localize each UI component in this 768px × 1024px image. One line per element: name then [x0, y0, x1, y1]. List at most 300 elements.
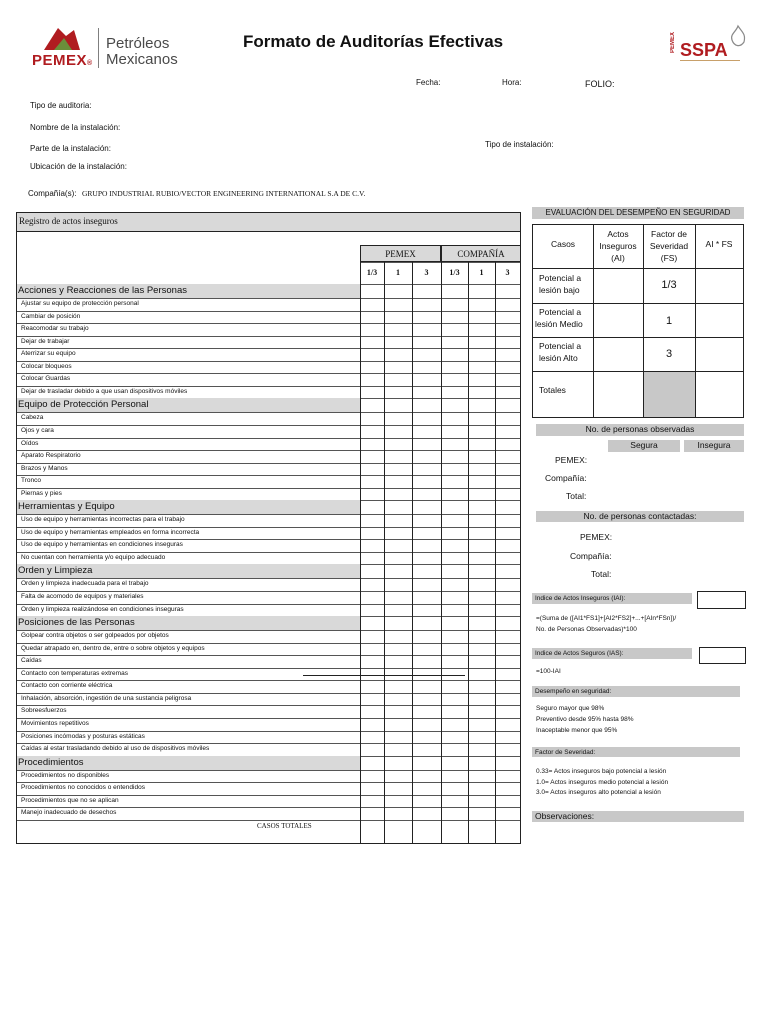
- count-cell[interactable]: [384, 731, 412, 744]
- count-cell[interactable]: [468, 578, 495, 591]
- count-cell[interactable]: [441, 680, 468, 693]
- count-cell[interactable]: [360, 743, 384, 756]
- count-cell[interactable]: [360, 450, 384, 463]
- observed-title: No. de personas observadas: [536, 424, 744, 436]
- iai-formula-line1: =(Suma de ([AI1*FS1]+[AI2*FS2]+...+[AIn*FSn])/: [536, 615, 677, 622]
- count-cell[interactable]: [441, 807, 468, 820]
- table-row-label: Quedar atrapado en, dentro de, entre o sobre objetos y equipos: [21, 644, 205, 652]
- contacted-pemex: PEMEX:: [580, 532, 613, 542]
- factor-item: 0.33= Actos inseguros bajo potencial a lesión: [536, 768, 667, 775]
- count-cell[interactable]: [360, 425, 384, 438]
- table-row-label: Reacomodar su trabajo: [21, 325, 89, 333]
- row-divider: [17, 820, 520, 821]
- col-fs-1: Factor de: [651, 229, 687, 239]
- count-cell[interactable]: [495, 807, 520, 820]
- count-cell[interactable]: [495, 668, 520, 681]
- count-cell[interactable]: [384, 311, 412, 324]
- count-cell[interactable]: [412, 298, 441, 311]
- table-row-label: Procedimientos que no se aplican: [21, 796, 119, 804]
- contacted-total: Total:: [591, 569, 612, 579]
- count-cell[interactable]: [412, 643, 441, 656]
- count-cell[interactable]: [384, 298, 412, 311]
- count-cell[interactable]: [412, 361, 441, 374]
- count-cell[interactable]: [360, 361, 384, 374]
- table-row-label: No cuentan con herramienta y/o equipo adecuado: [21, 553, 166, 561]
- severity-col-header: 1/3: [449, 268, 460, 277]
- page-title: Formato de Auditorías Efectivas: [243, 32, 504, 51]
- count-cell[interactable]: [412, 463, 441, 476]
- count-cell[interactable]: [384, 680, 412, 693]
- count-cell[interactable]: [495, 412, 520, 425]
- count-cell[interactable]: [360, 807, 384, 820]
- count-cell[interactable]: [441, 552, 468, 565]
- count-cell[interactable]: [441, 425, 468, 438]
- evaluation-table: [532, 224, 744, 418]
- section-header: Procedimientos: [17, 756, 360, 770]
- casos-totales-label: CASOS TOTALES: [257, 821, 312, 830]
- count-cell[interactable]: [441, 438, 468, 451]
- count-cell[interactable]: [441, 795, 468, 808]
- count-cell[interactable]: [412, 514, 441, 527]
- count-cell[interactable]: [495, 336, 520, 349]
- table-row-label: Ojos y cara: [21, 426, 54, 434]
- totales-fs-shaded: [644, 372, 695, 417]
- ias-label: Indice de Actos Seguros (IAS):: [532, 648, 692, 659]
- table-row-label: Aparato Respiratorio: [21, 452, 81, 460]
- count-cell[interactable]: [468, 412, 495, 425]
- count-cell[interactable]: [384, 604, 412, 617]
- count-cell[interactable]: [468, 668, 495, 681]
- count-cell[interactable]: [412, 604, 441, 617]
- count-cell[interactable]: [441, 604, 468, 617]
- table-row-label: Cambiar de posición: [21, 312, 81, 320]
- count-cell[interactable]: [412, 386, 441, 399]
- count-cell[interactable]: [495, 348, 520, 361]
- count-cell[interactable]: [468, 527, 495, 540]
- count-cell[interactable]: [468, 348, 495, 361]
- count-cell[interactable]: [495, 731, 520, 744]
- count-cell[interactable]: [384, 323, 412, 336]
- count-cell[interactable]: [360, 705, 384, 718]
- count-cell[interactable]: [468, 807, 495, 820]
- count-cell[interactable]: [384, 475, 412, 488]
- count-cell[interactable]: [441, 591, 468, 604]
- row-bajo-l2: lesión bajo: [539, 285, 580, 295]
- count-cell[interactable]: [384, 412, 412, 425]
- section-header: Orden y Limpieza: [17, 564, 360, 578]
- count-cell[interactable]: [412, 591, 441, 604]
- table-row-label: Caídas: [21, 657, 42, 665]
- count-cell[interactable]: [441, 463, 468, 476]
- count-cell[interactable]: [441, 514, 468, 527]
- ias-value-field[interactable]: [699, 647, 746, 664]
- count-cell[interactable]: [495, 782, 520, 795]
- count-cell[interactable]: [360, 463, 384, 476]
- count-cell[interactable]: [468, 680, 495, 693]
- count-cell[interactable]: [360, 604, 384, 617]
- count-cell[interactable]: [495, 693, 520, 706]
- count-cell[interactable]: [412, 438, 441, 451]
- count-cell[interactable]: [495, 655, 520, 668]
- table-row-label: Uso de equipo y herramientas empleados en forma incorrecta: [21, 528, 200, 536]
- count-cell[interactable]: [468, 630, 495, 643]
- table-row-label: Procedimientos no disponibles: [21, 771, 110, 779]
- count-cell[interactable]: [495, 643, 520, 656]
- count-cell[interactable]: [360, 514, 384, 527]
- row-medio-l1: Potencial a: [539, 307, 582, 317]
- table-title: Registro de actos inseguros: [17, 213, 520, 232]
- count-cell[interactable]: [495, 680, 520, 693]
- count-cell[interactable]: [412, 795, 441, 808]
- compania-column-header: COMPAÑÍA: [441, 245, 521, 262]
- count-cell[interactable]: [360, 731, 384, 744]
- count-cell[interactable]: [384, 655, 412, 668]
- fecha-label: Fecha:: [416, 78, 441, 87]
- count-cell[interactable]: [360, 539, 384, 552]
- count-cell[interactable]: [468, 323, 495, 336]
- count-cell[interactable]: [384, 373, 412, 386]
- count-cell[interactable]: [412, 807, 441, 820]
- col-fs-3: (FS): [660, 253, 678, 263]
- table-row-label: Contacto con temperaturas extremas: [21, 669, 128, 677]
- count-cell[interactable]: [384, 348, 412, 361]
- count-cell[interactable]: [468, 425, 495, 438]
- table-row-label: Movimientos repetitivos: [21, 719, 89, 727]
- count-cell[interactable]: [360, 630, 384, 643]
- count-cell[interactable]: [468, 693, 495, 706]
- count-cell[interactable]: [441, 450, 468, 463]
- fs-medio: 1: [665, 315, 673, 327]
- count-cell[interactable]: [412, 552, 441, 565]
- count-cell[interactable]: [468, 643, 495, 656]
- count-cell[interactable]: [495, 450, 520, 463]
- table-row-label: Ajustar su equipo de protección personal: [21, 300, 139, 307]
- count-cell[interactable]: [412, 743, 441, 756]
- row-alto-l1: Potencial a: [539, 341, 582, 351]
- evaluation-title: EVALUACIÓN DEL DESEMPEÑO EN SEGURIDAD: [532, 207, 744, 219]
- count-cell[interactable]: [495, 604, 520, 617]
- count-cell[interactable]: [468, 311, 495, 324]
- table-row-label: Tronco: [21, 477, 41, 485]
- count-cell[interactable]: [441, 539, 468, 552]
- col-ai-2: Inseguros: [599, 241, 637, 251]
- count-cell[interactable]: [441, 298, 468, 311]
- section-header: Equipo de Protección Personal: [17, 398, 360, 412]
- observaciones-label: Observaciones:: [532, 811, 744, 822]
- count-cell[interactable]: [384, 514, 412, 527]
- table-row-label: Falta de acomodo de equipos y materiales: [21, 593, 144, 600]
- table-row-label: Procedimientos no conocidos o entendidos: [21, 784, 145, 792]
- count-cell[interactable]: [441, 527, 468, 540]
- count-cell[interactable]: [384, 361, 412, 374]
- severity-col-header: 1/3: [366, 268, 378, 277]
- count-cell[interactable]: [495, 539, 520, 552]
- count-cell[interactable]: [384, 578, 412, 591]
- count-cell[interactable]: [495, 298, 520, 311]
- count-cell[interactable]: [384, 743, 412, 756]
- count-cell[interactable]: [360, 412, 384, 425]
- count-cell[interactable]: [412, 630, 441, 643]
- count-cell[interactable]: [468, 514, 495, 527]
- table-row-label: Oídos: [21, 439, 39, 447]
- count-cell[interactable]: [468, 705, 495, 718]
- count-cell[interactable]: [495, 463, 520, 476]
- col-ai-1: Actos: [607, 229, 629, 239]
- count-cell[interactable]: [468, 450, 495, 463]
- count-cell[interactable]: [468, 770, 495, 783]
- table-row-label: Piernas y pies: [21, 489, 62, 497]
- count-cell[interactable]: [412, 539, 441, 552]
- count-cell[interactable]: [495, 488, 520, 501]
- count-cell[interactable]: [441, 693, 468, 706]
- count-cell[interactable]: [495, 705, 520, 718]
- count-cell[interactable]: [412, 373, 441, 386]
- count-cell[interactable]: [384, 450, 412, 463]
- count-cell[interactable]: [360, 488, 384, 501]
- count-cell[interactable]: [384, 795, 412, 808]
- count-cell[interactable]: [412, 655, 441, 668]
- count-cell[interactable]: [360, 348, 384, 361]
- count-cell[interactable]: [468, 718, 495, 731]
- count-cell[interactable]: [441, 323, 468, 336]
- count-cell[interactable]: [360, 770, 384, 783]
- count-cell[interactable]: [412, 782, 441, 795]
- count-cell[interactable]: [412, 693, 441, 706]
- row-totales: Totales: [539, 385, 566, 395]
- count-cell[interactable]: [384, 693, 412, 706]
- count-cell[interactable]: [384, 630, 412, 643]
- count-cell[interactable]: [384, 807, 412, 820]
- count-cell[interactable]: [360, 336, 384, 349]
- count-cell[interactable]: [441, 578, 468, 591]
- count-cell[interactable]: [441, 412, 468, 425]
- count-cell[interactable]: [412, 425, 441, 438]
- count-cell[interactable]: [412, 311, 441, 324]
- count-cell[interactable]: [384, 552, 412, 565]
- table-row-label: Manejo inadecuado de desechos: [21, 809, 117, 817]
- count-cell[interactable]: [468, 591, 495, 604]
- count-cell[interactable]: [360, 527, 384, 540]
- count-cell[interactable]: [384, 488, 412, 501]
- col-casos: Casos: [550, 239, 576, 249]
- count-cell[interactable]: [412, 731, 441, 744]
- count-cell[interactable]: [412, 680, 441, 693]
- count-cell[interactable]: [360, 795, 384, 808]
- count-cell[interactable]: [384, 336, 412, 349]
- table-row-label: Dejar de trabajar: [21, 337, 70, 345]
- count-cell[interactable]: [441, 630, 468, 643]
- table-row-label: Brazos y Manos: [21, 464, 68, 472]
- count-cell[interactable]: [495, 591, 520, 604]
- count-cell[interactable]: [495, 630, 520, 643]
- count-cell[interactable]: [360, 386, 384, 399]
- count-cell[interactable]: [468, 604, 495, 617]
- count-cell[interactable]: [360, 680, 384, 693]
- count-cell[interactable]: [441, 488, 468, 501]
- iai-value-field[interactable]: [697, 591, 746, 609]
- count-cell[interactable]: [495, 795, 520, 808]
- col-ai-3: (AI): [611, 253, 625, 263]
- count-cell[interactable]: [495, 475, 520, 488]
- observed-compania: Compañía:: [545, 473, 587, 483]
- count-cell[interactable]: [412, 450, 441, 463]
- count-cell[interactable]: [384, 527, 412, 540]
- tipo-instalacion-label: Tipo de instalación:: [485, 140, 554, 149]
- count-cell[interactable]: [468, 475, 495, 488]
- count-cell[interactable]: [468, 361, 495, 374]
- count-cell[interactable]: [495, 578, 520, 591]
- count-cell[interactable]: [495, 527, 520, 540]
- count-cell[interactable]: [360, 475, 384, 488]
- count-cell[interactable]: [360, 655, 384, 668]
- count-cell[interactable]: [495, 743, 520, 756]
- count-cell[interactable]: [441, 782, 468, 795]
- count-cell[interactable]: [468, 743, 495, 756]
- count-cell[interactable]: [468, 386, 495, 399]
- count-cell[interactable]: [384, 782, 412, 795]
- count-cell[interactable]: [495, 386, 520, 399]
- count-cell[interactable]: [360, 693, 384, 706]
- pemex-logo: [28, 24, 188, 70]
- count-cell[interactable]: [441, 386, 468, 399]
- pemex-eagle-icon: [36, 24, 96, 54]
- count-cell[interactable]: [495, 718, 520, 731]
- count-cell[interactable]: [441, 705, 468, 718]
- count-cell[interactable]: [495, 514, 520, 527]
- table-row-label: Cabeza: [21, 414, 44, 422]
- count-cell[interactable]: [360, 438, 384, 451]
- iai-label: Indice de Actos Inseguros (IAI):: [532, 593, 692, 604]
- table-row-label: Dejar de trasladar debido a que usan dispositivos móviles: [21, 387, 188, 395]
- tipo-auditoria-label: Tipo de auditoria:: [30, 101, 92, 110]
- count-cell[interactable]: [384, 438, 412, 451]
- count-cell[interactable]: [412, 705, 441, 718]
- count-cell[interactable]: [384, 770, 412, 783]
- count-cell[interactable]: [495, 770, 520, 783]
- column-divider: [360, 245, 361, 843]
- count-cell[interactable]: [468, 336, 495, 349]
- count-cell[interactable]: [441, 373, 468, 386]
- count-cell[interactable]: [412, 336, 441, 349]
- count-cell[interactable]: [495, 438, 520, 451]
- count-cell[interactable]: [412, 718, 441, 731]
- sspa-text: SSPA: [680, 40, 728, 60]
- count-cell[interactable]: [495, 311, 520, 324]
- count-cell[interactable]: [384, 591, 412, 604]
- count-cell[interactable]: [468, 298, 495, 311]
- company-name-line1: Petróleos: [106, 35, 170, 52]
- count-cell[interactable]: [384, 643, 412, 656]
- count-cell[interactable]: [441, 770, 468, 783]
- severity-col-header: 3: [424, 268, 429, 277]
- col-aifs: AI * FS: [705, 239, 733, 249]
- sspa-underline: [680, 60, 740, 68]
- count-cell[interactable]: [468, 655, 495, 668]
- count-cell[interactable]: [412, 475, 441, 488]
- count-cell[interactable]: [360, 373, 384, 386]
- count-cell[interactable]: [412, 527, 441, 540]
- desempeno-label: Desempeño en seguridad:: [532, 686, 740, 697]
- count-cell[interactable]: [412, 488, 441, 501]
- count-cell[interactable]: [441, 643, 468, 656]
- count-cell[interactable]: [384, 705, 412, 718]
- count-cell[interactable]: [441, 311, 468, 324]
- count-cell[interactable]: [412, 578, 441, 591]
- row-medio-l2: lesión Medio: [535, 319, 583, 329]
- count-cell[interactable]: [495, 361, 520, 374]
- count-cell[interactable]: [468, 539, 495, 552]
- count-cell[interactable]: [412, 412, 441, 425]
- count-cell[interactable]: [441, 731, 468, 744]
- count-cell[interactable]: [495, 323, 520, 336]
- company-name-line2: Mexicanos: [106, 51, 178, 68]
- factor-label: Factor de Severidad:: [532, 747, 740, 757]
- count-cell[interactable]: [468, 782, 495, 795]
- table-row-label: Caídas al estar trasladando debido al uso de dispositivos móviles: [21, 745, 210, 753]
- count-cell[interactable]: [412, 348, 441, 361]
- count-cell[interactable]: [441, 348, 468, 361]
- count-cell[interactable]: [384, 386, 412, 399]
- count-cell[interactable]: [384, 718, 412, 731]
- count-cell[interactable]: [412, 770, 441, 783]
- count-cell[interactable]: [468, 438, 495, 451]
- unsafe-acts-table: [16, 212, 521, 844]
- count-cell[interactable]: [360, 578, 384, 591]
- count-cell[interactable]: [360, 323, 384, 336]
- count-cell[interactable]: [360, 643, 384, 656]
- count-cell[interactable]: [495, 373, 520, 386]
- column-divider: [441, 245, 442, 843]
- count-cell[interactable]: [468, 373, 495, 386]
- count-cell[interactable]: [360, 298, 384, 311]
- count-cell[interactable]: [360, 552, 384, 565]
- count-cell[interactable]: [384, 463, 412, 476]
- severity-col-header: 3: [505, 268, 510, 277]
- section-header: Acciones y Reacciones de las Personas: [17, 284, 360, 298]
- sspa-emblem-icon: [728, 24, 748, 50]
- observed-pemex: PEMEX:: [555, 455, 588, 465]
- folio-label: FOLIO:: [585, 79, 615, 89]
- count-cell[interactable]: [495, 552, 520, 565]
- count-cell[interactable]: [360, 718, 384, 731]
- count-cell[interactable]: [441, 718, 468, 731]
- count-cell[interactable]: [441, 655, 468, 668]
- count-cell[interactable]: [468, 463, 495, 476]
- insegura-header: Insegura: [684, 440, 744, 452]
- count-cell[interactable]: [384, 539, 412, 552]
- count-cell[interactable]: [360, 591, 384, 604]
- count-cell[interactable]: [384, 425, 412, 438]
- ias-formula: =100-IAI: [536, 668, 561, 675]
- count-cell[interactable]: [495, 425, 520, 438]
- count-cell[interactable]: [412, 323, 441, 336]
- count-cell[interactable]: [441, 336, 468, 349]
- count-cell[interactable]: [360, 782, 384, 795]
- factor-item: 1.0= Actos inseguros medio potencial a lesión: [536, 779, 669, 786]
- count-cell[interactable]: [468, 731, 495, 744]
- count-cell[interactable]: [468, 552, 495, 565]
- count-cell[interactable]: [441, 475, 468, 488]
- strike-line: [303, 675, 465, 676]
- count-cell[interactable]: [441, 743, 468, 756]
- count-cell[interactable]: [468, 795, 495, 808]
- severity-col-header: 1: [396, 268, 400, 277]
- table-row-label: Golpear contra objetos o ser golpeados por objetos: [21, 632, 169, 640]
- column-divider: [384, 262, 385, 843]
- count-cell[interactable]: [468, 488, 495, 501]
- count-cell[interactable]: [360, 311, 384, 324]
- count-cell[interactable]: [441, 361, 468, 374]
